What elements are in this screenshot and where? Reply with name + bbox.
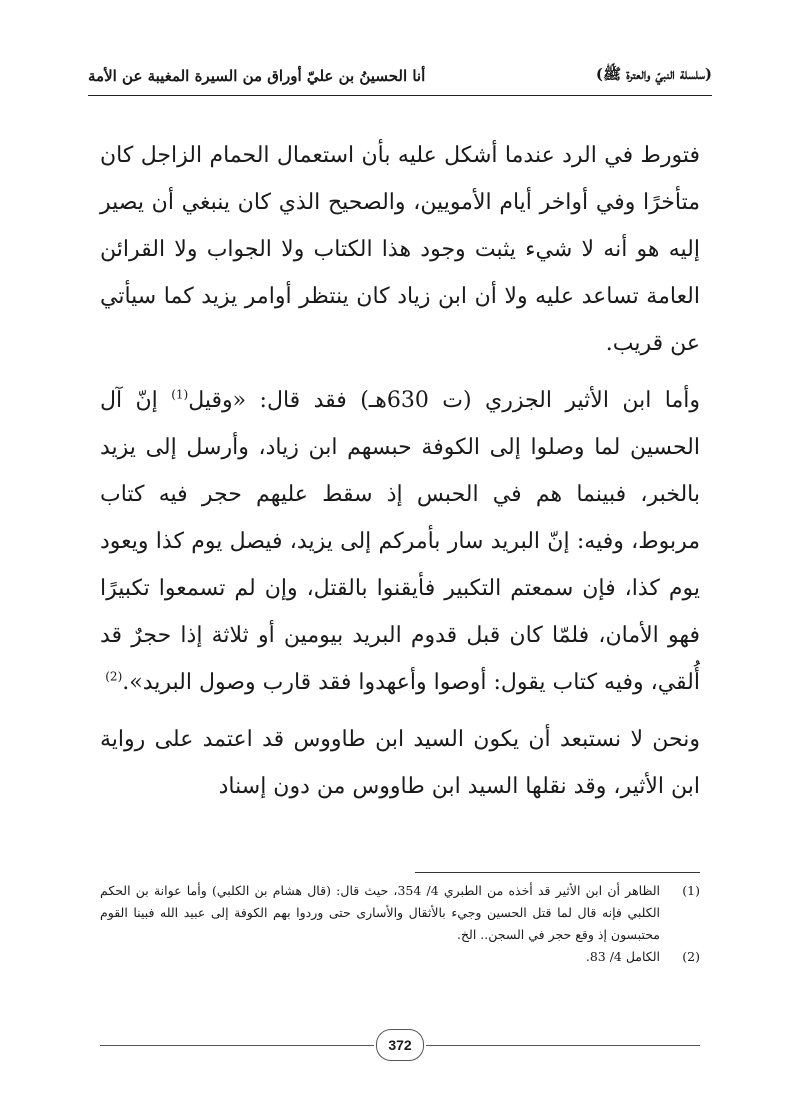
footnote-text: الكامل 4/ 83. <box>585 949 660 964</box>
page-footer <box>100 1028 700 1062</box>
paragraph-2-part-2: إنّ آل الحسين لما وصلوا إلى الكوفة حبسهم ابن زياد، وأرسل إلى يزيد بالخبر، فبينما هم في الحبس إذ سقط عليهم حجر فيه كتاب مربوط، وفيه: إنّ البريد سار بأمركم إلى يزيد، فيصل يوم كذا ويعود يوم كذا، فإن سمعتم التكبير فأيقنوا بالقتل، وإن لم تسمعوا تكبيرًا فهو الأمان، فلمّا كان قبل قدوم البريد بيومين أو ثلاثة إذا حجرٌ قد أُلقي، وفيه كتاب يقول: أوصوا وأعهدوا فقد قارب وصول البريد». <box>100 388 700 695</box>
paragraph-3: ونحن لا نستبعد أن يكون السيد ابن طاووس قد اعتمد على رواية ابن الأثير، وقد نقلها السيد ابن طاووس من دون إسناد <box>100 727 700 799</box>
footnote-1 <box>100 880 700 946</box>
footnote-ref-2[interactable]: (2) <box>105 669 123 684</box>
footnotes <box>100 880 700 968</box>
page-number: 372 <box>376 1029 424 1061</box>
footnote-number: (1) <box>682 883 700 898</box>
paragraph-2 <box>100 377 700 706</box>
footnote-text: الظاهر أن ابن الأثير قد أخذه من الطبري 4/ 354، حيث قال: (قال هشام بن الكلبي) وأما عوانة بن الحكم الكلبي فإنه قال لما قتل الحسين وجيء بالأثقال والأسارى حتى وردوا بهم الكوفة إلى عبيد الله فبينا القوم محتبسون إذ وقع حجر في السجن.. الخ. <box>100 883 661 942</box>
header-divider <box>88 95 712 96</box>
footnote-ref-1[interactable]: (1) <box>171 387 189 402</box>
main-text <box>100 132 700 820</box>
footnote-2 <box>100 946 700 968</box>
book-title: أنا الحسينُ بن عليّ أوراق من السيرة المغيبة عن الأمة <box>88 67 426 85</box>
footnote-divider <box>415 872 700 873</box>
footnote-number: (2) <box>682 949 700 964</box>
footer-line-right <box>426 1045 700 1046</box>
paragraph-1: فتورط في الرد عندما أشكل عليه بأن استعمال الحمام الزاجل كان متأخرًا وفي أواخر أيام الأمويين، والصحيح الذي كان ينبغي أن يصير إليه هو أنه لا شيء يثبت وجود هذا الكتاب ولا الجواب ولا القرائن العامة تساعد عليه ولا أن ابن زياد كان ينتظر أوامر يزيد كما سيأتي عن قريب. <box>100 143 700 356</box>
running-header <box>88 58 712 94</box>
series-title: (سلسلة النبيّ والعترة ﷺ) <box>595 65 712 83</box>
footer-line-left <box>100 1045 374 1046</box>
paragraph-2-part-1: وأما ابن الأثير الجزري (ت 630هـ) فقد قال: «وقيل <box>188 388 701 413</box>
